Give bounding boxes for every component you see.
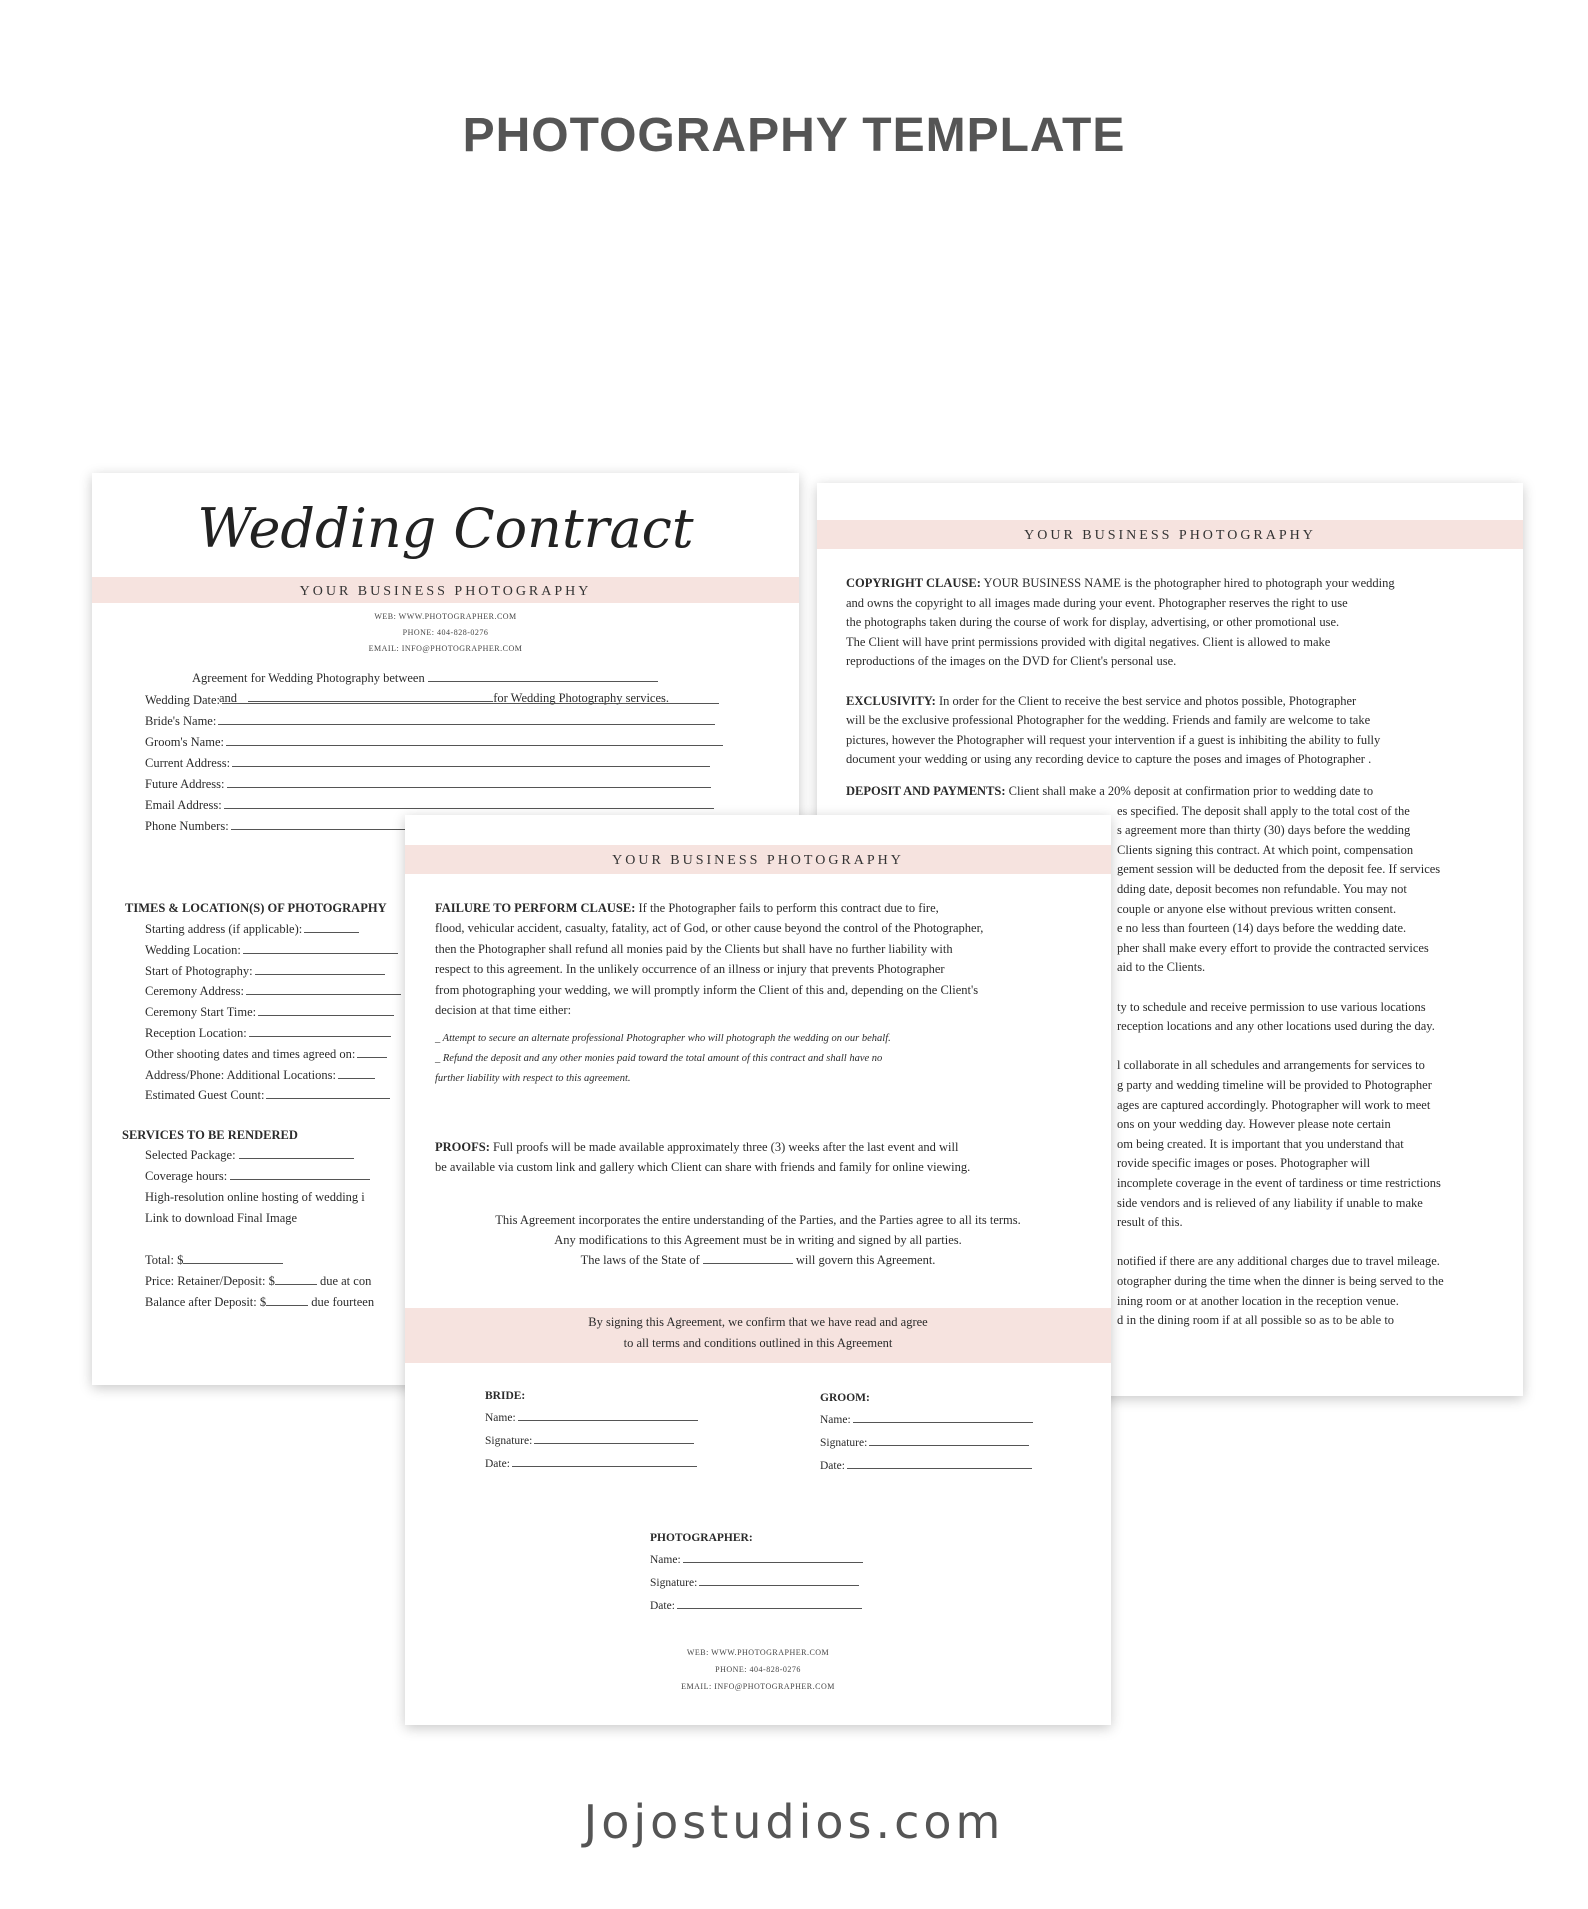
price-due-text: due at con (319, 1274, 372, 1288)
brand-footer: Jojostudios.com (583, 1795, 1005, 1849)
blank-line (275, 1284, 317, 1285)
groom-date-line (847, 1468, 1032, 1469)
exclusivity-line: will be the exclusive professional Photographer for the wedding. Friends and family are welcome to take (846, 713, 1371, 728)
copyright-text: YOUR BUSINESS NAME is the photographer hired to photograph your wedding (980, 576, 1395, 590)
groom-signature-line (869, 1445, 1029, 1446)
travel_rest-line: ining room or at another location in the reception venue. (1117, 1293, 1399, 1308)
times-row (145, 1047, 387, 1062)
location_rest-line: ty to schedule and receive permission to use various locations (1117, 999, 1426, 1014)
groom-heading: GROOM: (820, 1392, 870, 1404)
price-line (145, 1274, 371, 1289)
failure-line: decision at that time either: (435, 1003, 572, 1017)
agreement-text: Agreement for Wedding Photography between (192, 671, 425, 685)
laws-line (405, 1253, 1111, 1268)
blank-line (226, 745, 723, 746)
contract-page-3 (405, 815, 1111, 1725)
field-label: Ceremony Address: (145, 984, 244, 999)
schedule_rest-line: l collaborate in all schedules and arrangements for services to (1117, 1058, 1425, 1073)
times-row (145, 984, 401, 999)
photographer-heading: PHOTOGRAPHER: (650, 1532, 753, 1544)
price-label: Price: Retainer/Deposit: $ (145, 1274, 275, 1288)
exclusivity-line: document your wedding or using any recording device to capture the poses and images of Photographer . (846, 752, 1372, 767)
deposit_rest-line: gement session will be deducted from the deposit fee. If services (1117, 862, 1441, 877)
contact-phone: PHONE: 404-828-0276 (402, 628, 489, 637)
contact-web: WEB: WWW.PHOTOGRAPHER.COM (686, 1648, 830, 1657)
copyright-line: the photographs taken during the course of work for display, advertising, or other promotional use. (846, 615, 1340, 630)
field-label: Starting address (if applicable): (145, 922, 303, 936)
photographer-signature-label: Signature: (650, 1577, 698, 1589)
field-label: Wedding Location: (145, 942, 241, 957)
photographer-signature-row (650, 1577, 859, 1589)
groom-name-line (853, 1422, 1033, 1423)
blank-line (243, 953, 398, 954)
blank-line (222, 703, 719, 704)
exclusivity-line: pictures, however the Photographer will request your intervention if a guest is inhibiting the ability to fully (846, 732, 1381, 747)
exclusivity-text: In order for the Client to receive the best service and photos possible, Photographer (935, 693, 1357, 708)
option-line: further liability with respect to this agreement. (435, 1073, 631, 1085)
blank-line (304, 932, 359, 933)
option-line: _ Attempt to secure an alternate professional Photographer who will photograph the wedding on our behalf. (435, 1033, 891, 1045)
deposit_rest-line: pher shall make every effort to provide the contracted services (1117, 940, 1429, 955)
bride-name-label: Name: (485, 1412, 516, 1424)
times-row (145, 922, 359, 937)
times-row (145, 1005, 394, 1020)
field-row (145, 714, 715, 729)
copyright-line (846, 574, 1395, 594)
deposit-text: Client shall make a 20% deposit at confirmation prior to wedding date to (1005, 784, 1374, 798)
location_rest-line: reception locations and any other locations used during the day. (1117, 1019, 1435, 1034)
option-line: _ Refund the deposit and any other monies paid toward the total amount of this contract and shall have no (435, 1053, 883, 1065)
groom-signature-label: Signature: (820, 1437, 868, 1449)
times-heading: TIMES & LOCATION(S) OF PHOTOGRAPHY (125, 901, 387, 915)
failure-line: from photographing your wedding, we will promptly inform the Client of this and, depending on the Client's (435, 982, 979, 997)
groom-name-label: Name: (820, 1414, 851, 1426)
service-label: Selected Package: (145, 1148, 236, 1162)
failure-line (435, 899, 939, 919)
schedule_rest-line: rovide specific images or poses. Photographer will (1117, 1156, 1371, 1171)
deposit_rest-line: couple or anyone else without previous written consent. (1117, 901, 1397, 916)
travel_rest-line: notified if there are any additional charges due to travel mileage. (1117, 1254, 1440, 1269)
field-label: Address/Phone: Additional Locations: (145, 1067, 336, 1082)
page-title: PHOTOGRAPHY TEMPLATE (462, 109, 1126, 162)
blank-line (266, 1305, 308, 1306)
field-row (145, 777, 711, 792)
deposit-line (846, 782, 1373, 802)
times-row (145, 943, 398, 958)
signing-text-2: to all terms and conditions outlined in this Agreement (623, 1336, 893, 1350)
copyright-heading: COPYRIGHT CLAUSE: (846, 576, 981, 590)
field-label: Groom's Name: (145, 735, 224, 749)
field-row (145, 756, 710, 771)
deposit-heading: DEPOSIT AND PAYMENTS: (846, 784, 1006, 798)
field-label: Other shooting dates and times agreed on: (145, 1046, 356, 1061)
business-name: YOUR BUSINESS PHOTOGRAPHY (612, 853, 904, 868)
photographer-name-label: Name: (650, 1554, 681, 1566)
blank-line (230, 1179, 370, 1180)
photographer-signature-line (699, 1585, 859, 1586)
field-label: Wedding Date: (145, 693, 221, 707)
for-text: for Wedding Photography services. (493, 691, 669, 705)
blank-line (227, 787, 711, 788)
schedule_rest-line: incomplete coverage in the event of tardiness or time restrictions (1117, 1176, 1441, 1190)
field-label: Current Address: (145, 756, 231, 770)
service-label: Coverage hours: (145, 1169, 228, 1183)
failure-line: then the Photographer shall refund all monies paid by the Clients but shall have no further liability with (435, 941, 953, 956)
service-item: Link to download Final Image (145, 1211, 298, 1225)
bride-date-row (485, 1458, 697, 1470)
bride-signature-row (485, 1435, 694, 1447)
contact-phone: PHONE: 404-828-0276 (715, 1665, 801, 1674)
failure-text: If the Photographer fails to perform this contract due to fire, (635, 901, 939, 915)
blank-line (224, 808, 714, 809)
bride-name-row (485, 1412, 698, 1424)
contact-web: WEB: WWW.PHOTOGRAPHER.COM (374, 612, 517, 621)
total-label: Total: $ (145, 1253, 184, 1267)
schedule_rest-line: side vendors and is relieved of any liability if unable to make (1117, 1195, 1423, 1210)
contact-email: EMAIL: INFO@PHOTOGRAPHER.COM (681, 1682, 835, 1691)
schedule_rest-line: g party and wedding timeline will be provided to Photographer (1117, 1078, 1432, 1092)
blank-line (246, 994, 401, 995)
exclusivity-line (846, 692, 1356, 712)
groom-date-label: Date: (820, 1460, 845, 1472)
field-label: Ceremony Start Time: (145, 1005, 257, 1020)
field-label: Reception Location: (145, 1026, 247, 1040)
deposit_rest-line: Clients signing this contract. At which point, compensation (1117, 842, 1414, 857)
deposit_rest-line: dding date, deposit becomes non refundable. You may not (1117, 882, 1407, 896)
field-label: Estimated Guest Count: (145, 1088, 265, 1103)
schedule_rest-line: ons on your wedding day. However please note certain (1117, 1117, 1391, 1132)
script-title: Wedding Contract (197, 497, 694, 560)
travel_rest-line: d in the dining room if at all possible so as to be able to (1117, 1313, 1395, 1328)
deposit_rest-line: es specified. The deposit shall apply to the total cost of the (1117, 803, 1410, 818)
entire-agreement-1: This Agreement incorporates the entire understanding of the Parties, and the Parties agree to all its terms. (495, 1213, 1021, 1227)
field-label: Bride's Name: (145, 714, 217, 728)
balance-label: Balance after Deposit: $ (145, 1295, 267, 1309)
laws-text: The laws of the State of (580, 1253, 700, 1267)
times-row (145, 1088, 390, 1103)
blank-line (239, 1158, 354, 1159)
proofs-heading: PROOFS: (435, 1140, 490, 1154)
blank-line (255, 974, 385, 975)
balance-due-text: due fourteen (311, 1295, 375, 1309)
failure-heading: FAILURE TO PERFORM CLAUSE: (435, 901, 636, 915)
field-row (145, 735, 723, 750)
blank-line (258, 1015, 394, 1016)
schedule_rest-line: om being created. It is important that you understand that (1117, 1136, 1404, 1151)
laws-text-2: will govern this Agreement. (795, 1253, 936, 1267)
failure-line: flood, vehicular accident, casualty, fatality, act of God, or other cause beyond the control of the Photographer, (435, 921, 984, 936)
groom-date-row (820, 1460, 1032, 1472)
photographer-name-row (650, 1554, 863, 1566)
business-name: YOUR BUSINESS PHOTOGRAPHY (299, 584, 592, 599)
groom-signature-row (820, 1437, 1029, 1449)
balance-line (145, 1295, 374, 1310)
times-row (145, 1068, 375, 1083)
blank-line (703, 1263, 793, 1264)
blank-line (232, 766, 710, 767)
deposit_rest-line: e no less than fourteen (14) days before the wedding date. (1117, 921, 1407, 936)
blank-line (249, 1036, 391, 1037)
blank-line (183, 1263, 283, 1264)
proofs-line (435, 1138, 958, 1158)
exclusivity-heading: EXCLUSIVITY: (846, 693, 936, 708)
deposit_rest-line: s agreement more than thirty (30) days before the wedding (1117, 823, 1411, 838)
bride-signature-line (534, 1443, 694, 1444)
proofs-text: Full proofs will be made available approximately three (3) weeks after the last event and will (489, 1140, 959, 1154)
field-row (145, 798, 714, 813)
blank-line (357, 1057, 387, 1058)
field-label: Phone Numbers: (145, 819, 229, 833)
contact-email: EMAIL: INFO@PHOTOGRAPHER.COM (368, 644, 523, 653)
total-line (145, 1253, 283, 1268)
business-name: YOUR BUSINESS PHOTOGRAPHY (1024, 528, 1316, 543)
blank-line (218, 724, 715, 725)
field-row (145, 693, 719, 708)
service-item (145, 1169, 370, 1184)
copyright-line: reproductions of the images on the DVD for Client's personal use. (846, 654, 1177, 669)
field-label: Future Address: (145, 777, 225, 791)
agreement-line-1 (192, 671, 658, 686)
blank-line (428, 681, 658, 682)
times-row (145, 1026, 391, 1041)
and-text: and (219, 691, 238, 705)
photographer-date-line (677, 1608, 862, 1609)
bride-name-line (518, 1420, 698, 1421)
proofs-line: be available via custom link and gallery which Client can share with friends and family for online viewing. (435, 1160, 971, 1175)
travel_rest-line: otographer during the time when the dinner is being served to the (1117, 1274, 1444, 1288)
bride-heading: BRIDE: (485, 1390, 526, 1402)
failure-line: respect to this agreement. In the unlikely occurrence of an illness or injury that prevents Photographer (435, 962, 945, 977)
groom-name-row (820, 1414, 1033, 1426)
service-item: High-resolution online hosting of wedding i (145, 1190, 365, 1204)
services-heading: SERVICES TO BE RENDERED (122, 1128, 298, 1142)
blank-line (266, 1098, 390, 1099)
service-item (145, 1148, 354, 1163)
bride-date-label: Date: (485, 1458, 510, 1470)
bride-signature-label: Signature: (485, 1435, 533, 1447)
field-label: Email Address: (145, 798, 222, 812)
schedule_rest-line: result of this. (1117, 1215, 1183, 1230)
entire-agreement-2: Any modifications to this Agreement must be in writing and signed by all parties. (554, 1233, 962, 1247)
schedule_rest-line: ages are captured accordingly. Photographer will work to meet (1117, 1097, 1431, 1112)
blank-line (338, 1078, 375, 1079)
photographer-name-line (683, 1562, 863, 1563)
photographer-date-label: Date: (650, 1600, 675, 1612)
field-label: Start of Photography: (145, 963, 253, 978)
signing-text-1: By signing this Agreement, we confirm that we have read and agree (588, 1315, 928, 1329)
bride-date-line (512, 1466, 697, 1467)
copyright-line: The Client will have print permissions provided with digital negatives. Client is allowed to make (846, 634, 1331, 649)
copyright-line: and owns the copyright to all images made during your event. Photographer reserves the right to use (846, 595, 1348, 610)
photographer-date-row (650, 1600, 862, 1612)
times-row (145, 964, 385, 979)
deposit_rest-line: aid to the Clients. (1117, 960, 1206, 975)
